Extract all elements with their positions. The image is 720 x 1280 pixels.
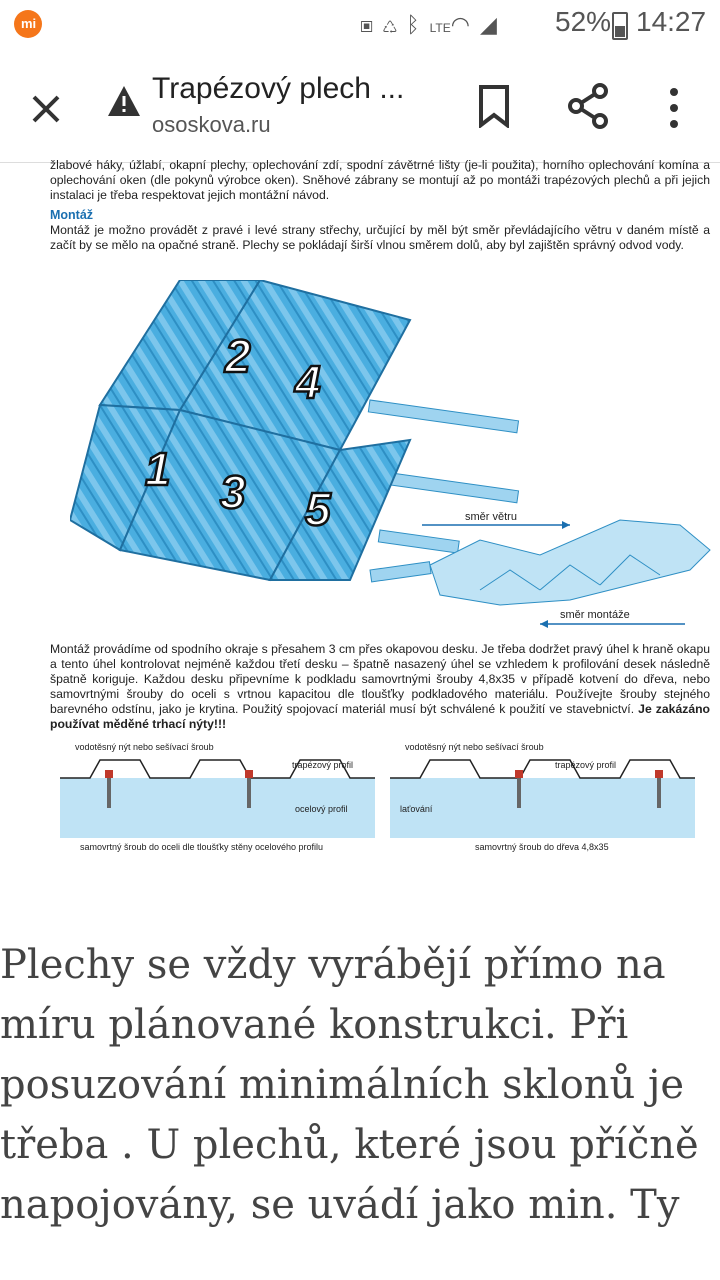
more-menu-icon[interactable] — [662, 86, 686, 130]
detail-right-screw-label: samovrtný šroub do dřeva 4,8x35 — [475, 842, 609, 852]
fastening-details-illustration — [60, 740, 700, 860]
article-line: třeba . U plechů, které jsou příčně — [0, 1122, 699, 1168]
article-text — [0, 935, 720, 1235]
detail-left-profile-label: trapézový profil — [292, 760, 354, 770]
section-heading: Montáž — [50, 208, 94, 222]
doc-paragraph-3 — [50, 642, 710, 732]
battery-icon — [612, 12, 628, 40]
detail-right-profile-label: trapézový profil — [555, 760, 617, 770]
article-line: Plechy se vždy vyrábějí přímo na — [0, 942, 666, 988]
detail-left-base-label: ocelový profil — [295, 804, 348, 814]
warning-icon[interactable] — [106, 84, 142, 118]
article-line: napojovány, se uvádí jako min. Ty — [0, 1182, 680, 1228]
wind-label: směr větru — [465, 511, 517, 523]
doc-paragraph-1: žlabové háky, úžlabí, okapní plechy, oplechování zdí, spodní závětrné lišty (je-li použita), horního oplechování komína a oplechování oken (dle pokynů výrobce oken). Sněhové zábrany se montují až po montáži trapézových plechů a při jejich instalaci je třeba respektovat jejich montážní návod. — [50, 158, 710, 202]
bookmark-icon[interactable] — [476, 84, 512, 128]
sheet-number: 1 — [145, 443, 171, 495]
detail-left-screw-label: samovrtný šroub do oceli dle tloušťky stěny ocelového profilu — [80, 842, 323, 852]
battery-percent: 52% — [555, 6, 612, 37]
screenshot-icon: ▣ — [360, 12, 384, 37]
app-notification-icon — [14, 10, 42, 38]
volte-icon: LTE — [429, 21, 451, 35]
detail-right-base-label: laťování — [400, 804, 433, 814]
warning-text: Je zakázáno používat měděné trhací nýty!!! — [50, 702, 710, 731]
wind-direction-illustration — [420, 500, 720, 630]
article-line: míru plánované konstrukci. Při — [0, 1002, 629, 1048]
detail-left-rivet-label: vodotěsný nýt nebo sešívací šroub — [75, 742, 214, 752]
page-url: ososkova.ru — [152, 112, 271, 137]
signal-icon: ◢ — [479, 12, 507, 37]
share-icon[interactable] — [566, 82, 610, 130]
app-badge-label: mi — [21, 16, 37, 31]
sheet-number: 3 — [220, 466, 246, 518]
document-image — [50, 150, 710, 870]
page-title: Trapézový plech ... — [152, 72, 405, 105]
status-icons — [360, 12, 507, 38]
close-icon[interactable] — [22, 85, 70, 133]
doc-paragraph-3-text: Montáž provádíme od spodního okraje s přesahem 3 cm přes okapovou desku. Je třeba dodržet pravý úhel k hraně okapu a tento úhel kontrolovat nejméně každou třetí desku – špatně nasazený úhel se vzhledem k profilování desek následně špatně koriguje. Každou desku připevníme k podkladu samovrtnými šrouby 4,8x35 v případě kotvení do dřeva, nebo samovrtnými šrouby do oceli s vrtnou kapacitou dle tloušťky podkladového materiálu. Používejte šrouby stejného barevného odstínu, jako je krytina. Použitý spojovací materiál musí být schválené k použití ve stavebnictví. — [50, 642, 710, 716]
clock: 14:27 — [636, 6, 707, 37]
detail-right-rivet-label: vodotěsný nýt nebo sešívací šroub — [405, 742, 544, 752]
install-label: směr montáže — [560, 609, 630, 621]
custom-tab-toolbar — [0, 50, 720, 163]
recycle-icon: ♺ — [383, 12, 407, 37]
sheet-number: 2 — [225, 330, 251, 382]
doc-paragraph-2: Montáž je možno provádět z pravé i levé strany střechy, určující by měl být směr převládajícího větru v daném místě a začít by se mělo na opačné straně. Plechy se pokládají širší vlnou směrem dolů, aby byl zajištěn správný odvod vody. — [50, 223, 710, 252]
bluetooth-icon: ᛒ — [406, 12, 430, 37]
sheet-number: 5 — [305, 483, 331, 535]
status-bar — [0, 0, 720, 50]
wifi-icon: ◠ — [450, 12, 480, 37]
sheet-number: 4 — [295, 356, 321, 408]
article-line: posuzování minimálních sklonů je — [0, 1062, 685, 1108]
